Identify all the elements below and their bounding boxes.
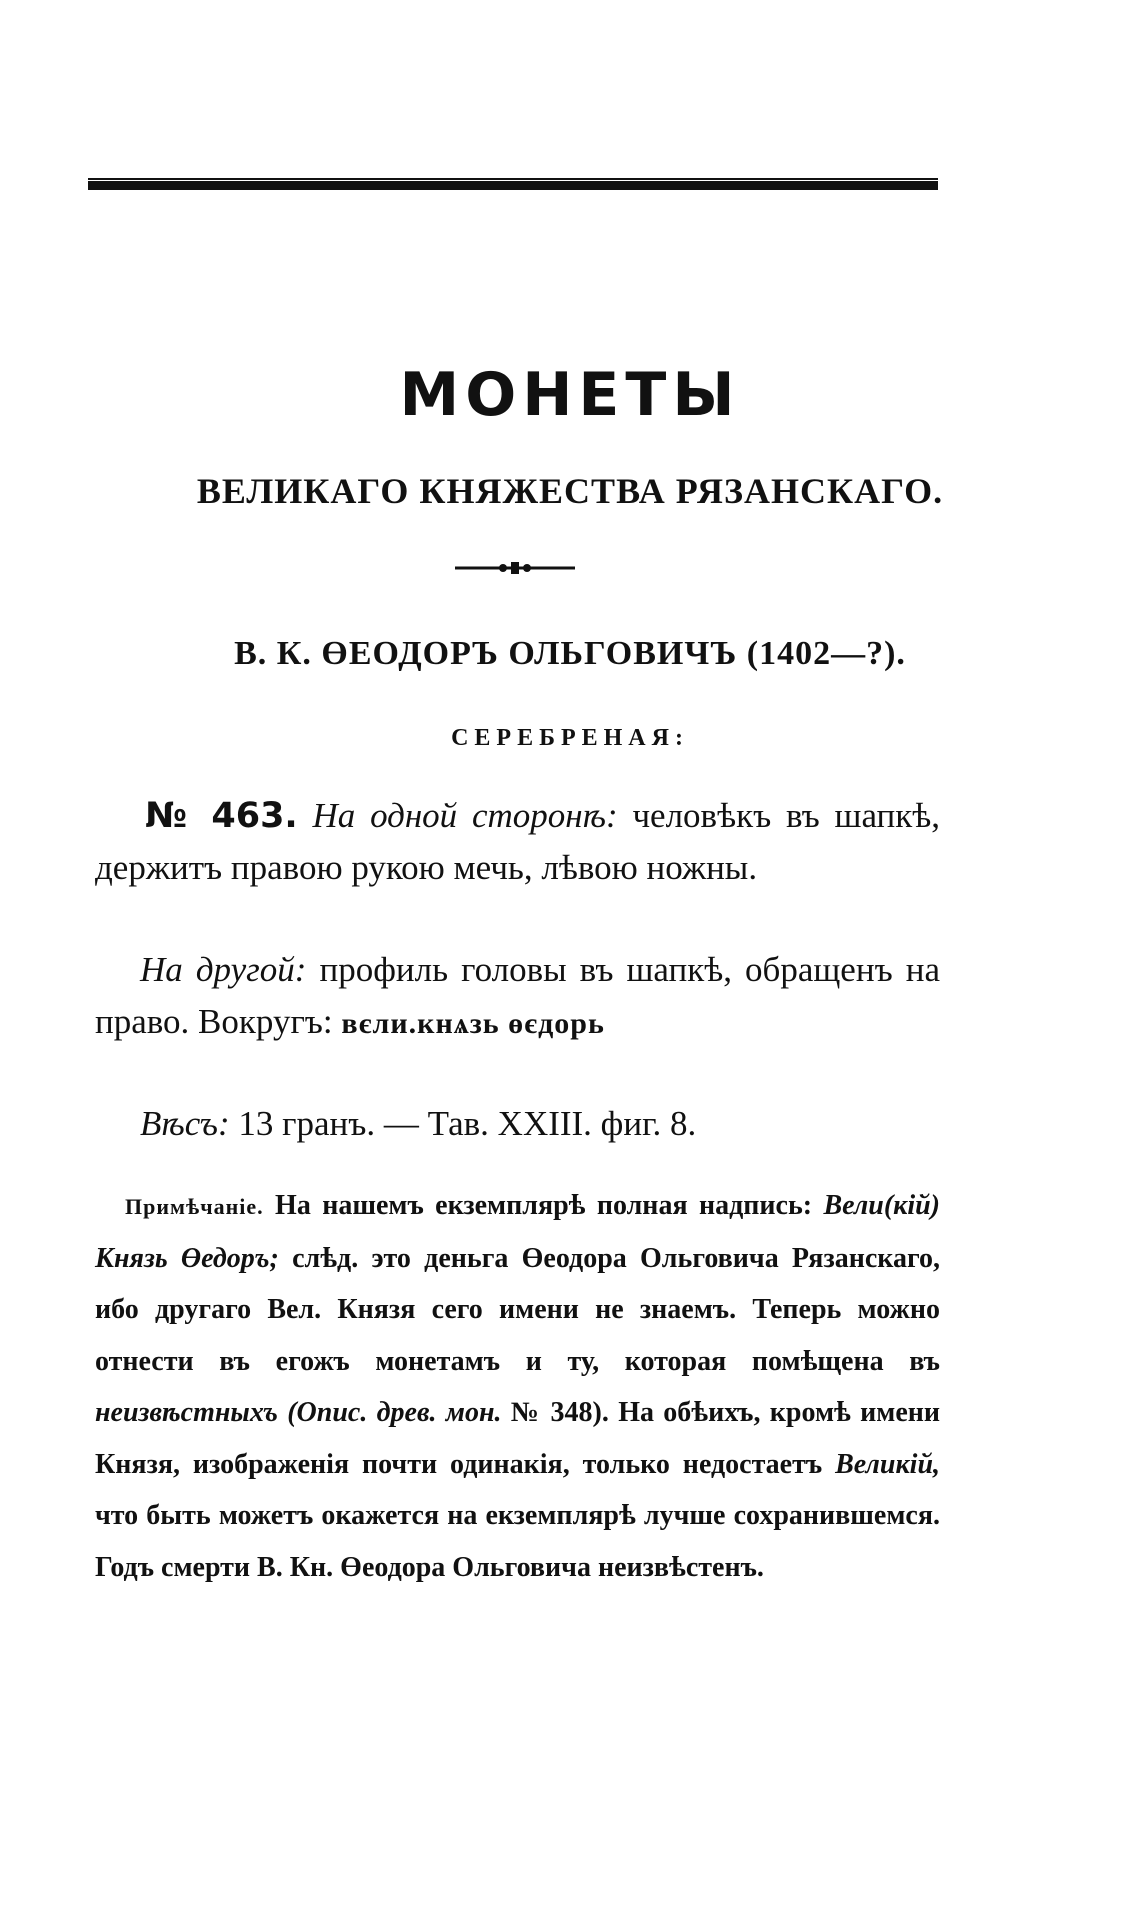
- weight-value: 13 гранъ. — Тав. XXIII. фиг. 8.: [238, 1104, 697, 1143]
- note-part4: что быть можетъ окажется на екземплярѣ лучше сохранившемся. Годъ смерти В. Кн. Өеодора Ольговича неизвѣстенъ.: [95, 1500, 940, 1583]
- entry-number: № 463.: [145, 796, 298, 836]
- obverse-label: На одной сторонѣ:: [312, 796, 618, 835]
- obverse-text: человѣкъ въ шапкѣ, держитъ правою рукою мечь, лѣвою ножны.: [95, 796, 941, 887]
- section-heading: В. К. ӨЕОДОРЪ ОЛЬГОВИЧЪ (1402—?).: [234, 635, 906, 672]
- page-title: МОНЕТЫ: [399, 360, 741, 430]
- note-ref: (Опис. древ. мон.: [287, 1397, 502, 1428]
- page-subtitle: ВЕЛИКАГО КНЯЖЕСТВА РЯЗАНСКАГО.: [196, 471, 944, 511]
- top-double-rule: [88, 178, 938, 191]
- legend-slavonic: вєли.кнѧзь өєдорь: [341, 1007, 605, 1040]
- ornament-divider: [455, 560, 575, 576]
- metal-label: СЕРЕБРЕНАЯ:: [451, 725, 689, 751]
- coin-entry-reverse: [95, 944, 940, 1050]
- reverse-label: На другой:: [140, 950, 307, 989]
- note-part2: слѣд. это деньга Өеодора Ольговича Рязанскаго, ибо другаго Вел. Князя сего имени не знаемъ. Теперь можно отнести въ егожъ монетамъ и ту, которая помѣщена въ: [95, 1242, 940, 1377]
- note-part1: На нашемъ екземплярѣ полная надпись:: [275, 1190, 813, 1221]
- rule-thin-line: [88, 178, 938, 180]
- note-label: Примѣчаніе.: [125, 1194, 264, 1219]
- note-part3: На обѣихъ, кромѣ имени Князя, изображенія почти одинакія, только недостаетъ: [95, 1397, 941, 1480]
- note-paragraph: [95, 1180, 940, 1593]
- coin-entry-obverse: [95, 790, 940, 894]
- weight-label: Вѣсъ:: [140, 1104, 230, 1143]
- note-ref-num: № 348).: [510, 1397, 609, 1428]
- note-velikiy: Великій,: [835, 1448, 941, 1480]
- note-unknown: неизвѣстныхъ: [95, 1397, 278, 1428]
- coin-entry-weight: [95, 1098, 940, 1150]
- rule-thick-line: [88, 181, 938, 190]
- reverse-text: профиль головы въ шапкѣ, обращенъ на право. Вокругъ:: [95, 950, 940, 1041]
- note-legend: Вели(кій) Князь Өедоръ;: [95, 1190, 941, 1274]
